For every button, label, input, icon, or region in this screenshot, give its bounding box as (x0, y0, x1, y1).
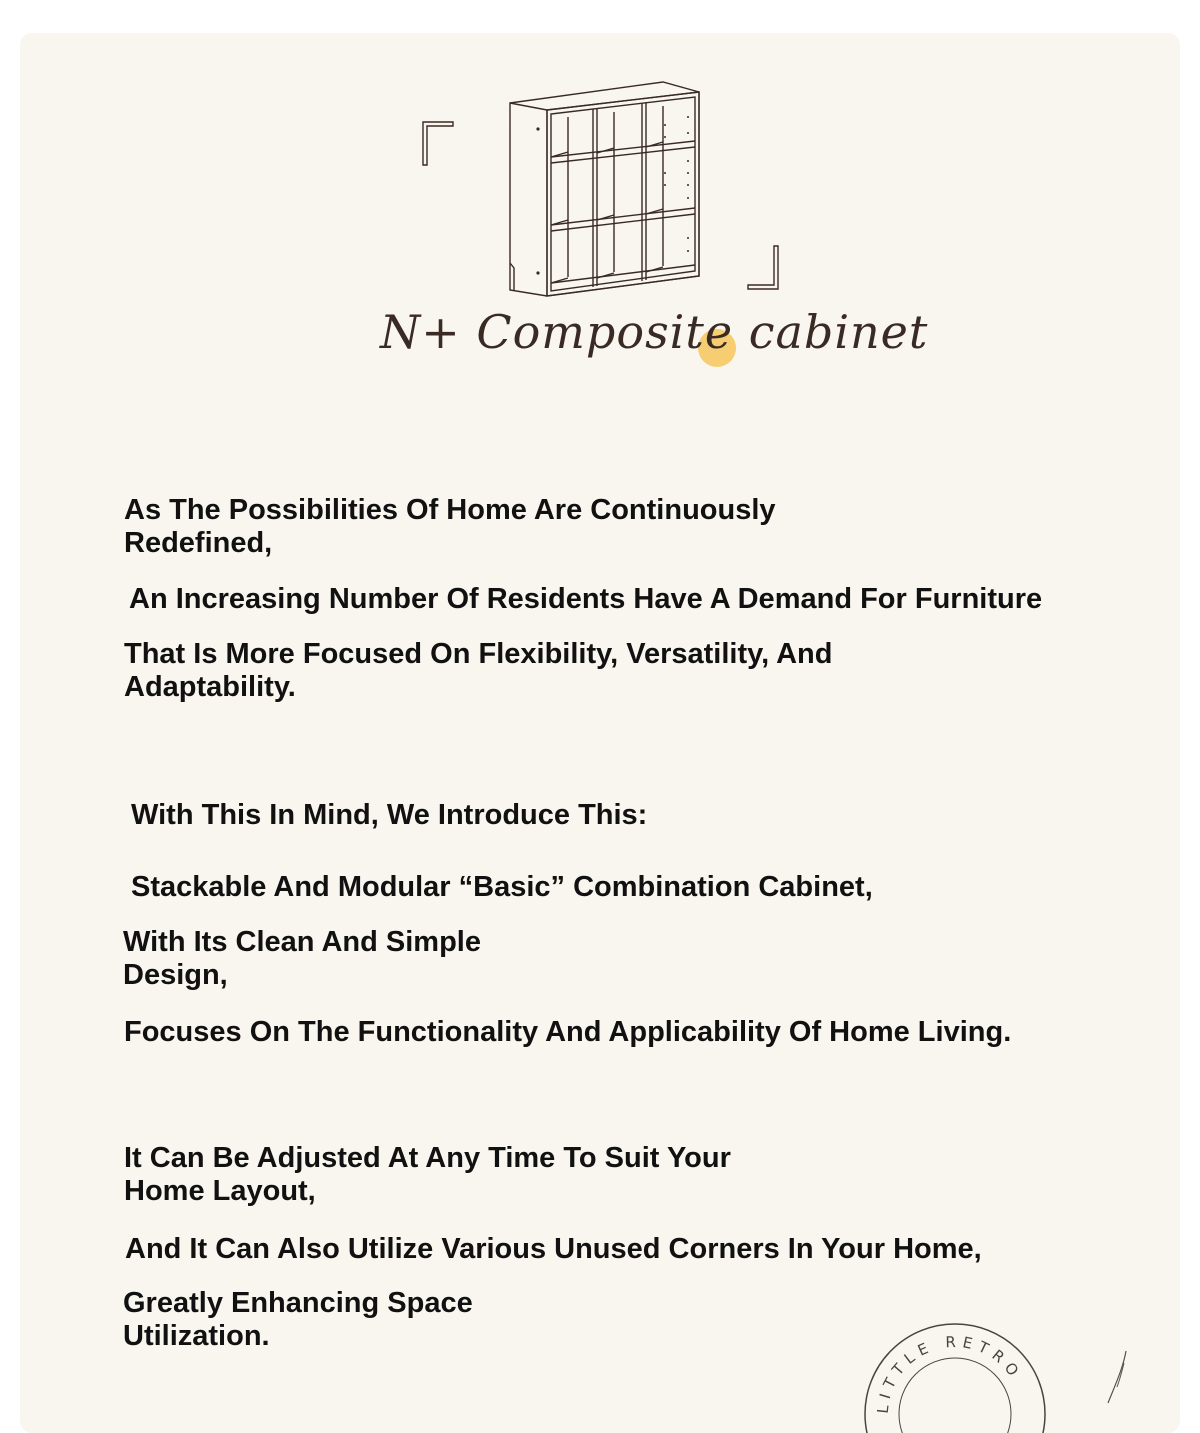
decorative-sketch-icon (1098, 1343, 1168, 1413)
cabinet-illustration (20, 33, 1180, 453)
corner-bracket-bottom-right (748, 246, 778, 289)
content-card (20, 33, 1180, 1433)
product-script-title: N+ Composite cabinet (380, 305, 929, 359)
paragraph-line-7: Focuses On The Functionality And Applicability Of Home Living. (124, 1016, 1012, 1048)
paragraph-line-1: As The Possibilities Of Home Are Continuously Redefined, (124, 494, 776, 559)
paragraph-line-8: It Can Be Adjusted At Any Time To Suit Your Home Layout, (124, 1142, 731, 1207)
corner-bracket-top-left (423, 122, 453, 165)
product-hero (20, 33, 1180, 453)
paragraph-line-3: That Is More Focused On Flexibility, Versatility, And Adaptability. (124, 638, 833, 703)
paragraph-line-2: An Increasing Number Of Residents Have A Demand For Furniture (129, 583, 1043, 615)
paragraph-line-4: With This In Mind, We Introduce This: (131, 799, 648, 831)
paragraph-line-5: Stackable And Modular “Basic” Combination Cabinet, (131, 871, 873, 903)
paragraph-line-9: And It Can Also Utilize Various Unused Corners In Your Home, (125, 1233, 982, 1265)
paragraph-line-10: Greatly Enhancing Space Utilization. (123, 1287, 473, 1352)
paragraph-line-6: With Its Clean And Simple Design, (123, 926, 481, 991)
stamp-text: LITTLE RETRO (873, 1332, 1026, 1415)
brand-stamp (860, 1319, 1050, 1433)
